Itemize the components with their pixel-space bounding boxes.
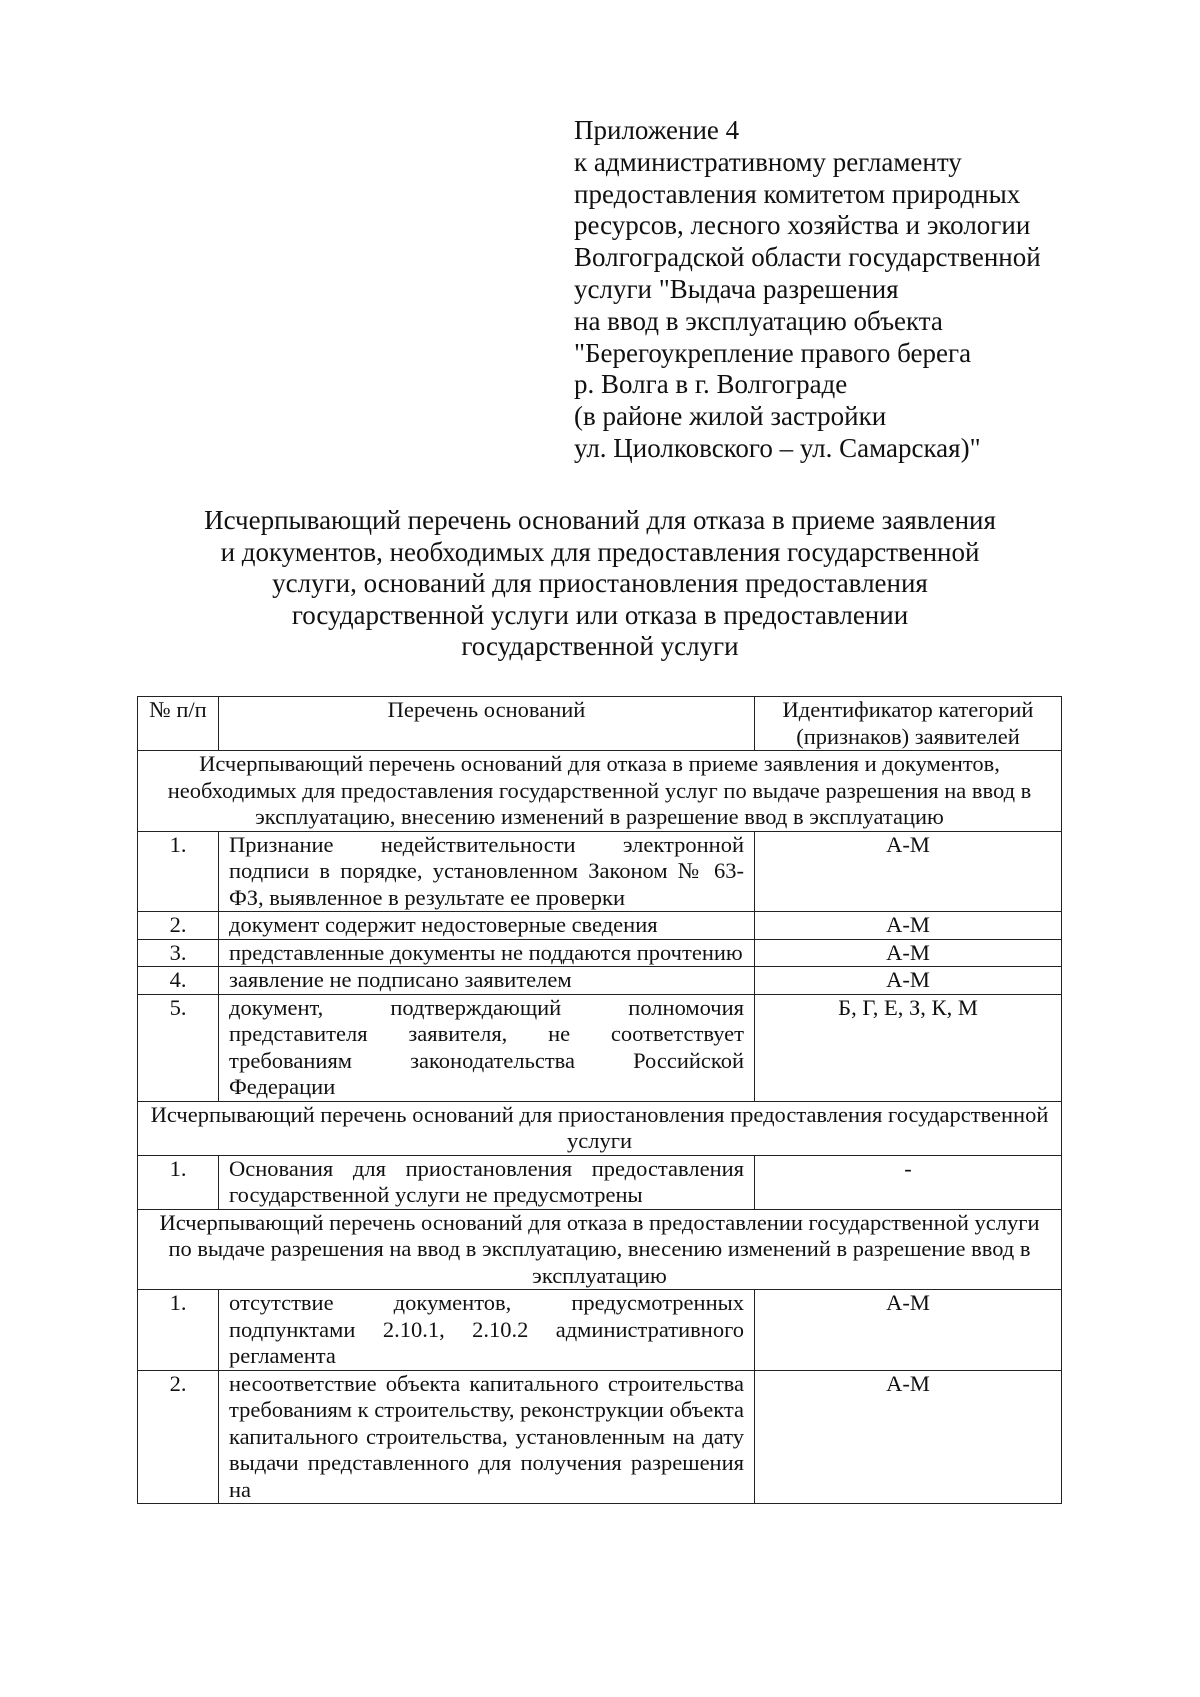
title-line: услуги, оснований для приостановления предоставления bbox=[272, 568, 928, 599]
table-row bbox=[138, 994, 1062, 1101]
appendix-line: предоставления комитетом природных bbox=[574, 178, 1021, 209]
appendix-line: услуги "Выдача разрешения bbox=[574, 273, 899, 304]
row-num: 1. bbox=[138, 1290, 219, 1371]
table-row bbox=[138, 1290, 1062, 1371]
appendix-line: "Берегоукрепление правого берега bbox=[574, 337, 972, 368]
row-basis: документ, подтверждающий полномочия представителя заявителя, не соответствует требованиям законодательства Российской Федерации bbox=[219, 994, 755, 1101]
row-category: А-М bbox=[755, 831, 1062, 912]
appendix-header bbox=[574, 115, 1134, 465]
row-basis: несоответствие объекта капитального строительства требованиям к строительству, реконструкции объекта капитального строительства, установленным на дату выдачи представленного для получения разрешения на bbox=[219, 1370, 755, 1504]
appendix-line: р. Волга в г. Волгограде bbox=[574, 369, 848, 400]
section-heading: Исчерпывающий перечень оснований для отказа в приеме заявления и документов, необходимых для предоставления государственной услуг по выдаче разрешения на ввод в эксплуатацию, внесению изменений в разрешение ввод в эксплуатацию bbox=[138, 751, 1062, 832]
row-basis: отсутствие документов, предусмотренных подпунктами 2.10.1, 2.10.2 административного регламента bbox=[219, 1290, 755, 1371]
header-num: № п/п bbox=[138, 697, 219, 751]
table-row bbox=[138, 1370, 1062, 1504]
row-basis: заявление не подписано заявителем bbox=[219, 967, 755, 995]
row-basis: Основания для приостановления предоставления государственной услуги не предусмотрены bbox=[219, 1155, 755, 1209]
row-basis: представленные документы не поддаются прочтению bbox=[219, 939, 755, 967]
row-num: 2. bbox=[138, 1370, 219, 1504]
row-category: А-М bbox=[755, 912, 1062, 940]
row-num: 1. bbox=[138, 831, 219, 912]
row-category: А-М bbox=[755, 967, 1062, 995]
row-category: А-М bbox=[755, 939, 1062, 967]
appendix-line: Приложение 4 bbox=[574, 115, 740, 145]
row-basis: Признание недействительности электронной подписи в порядке, установленном Законом № 63-ФЗ, выявленное в результате ее проверки bbox=[219, 831, 755, 912]
appendix-line: (в районе жилой застройки bbox=[574, 401, 887, 432]
section-row bbox=[138, 1209, 1062, 1290]
appendix-line: к административному регламенту bbox=[574, 146, 962, 177]
document-title bbox=[130, 505, 1070, 663]
table-row bbox=[138, 967, 1062, 995]
row-basis: документ содержит недостоверные сведения bbox=[219, 912, 755, 940]
appendix-line: на ввод в эксплуатацию объекта bbox=[574, 305, 943, 336]
row-num: 5. bbox=[138, 994, 219, 1101]
table-row bbox=[138, 831, 1062, 912]
row-category: Б, Г, Е, З, К, М bbox=[755, 994, 1062, 1101]
table-row bbox=[138, 912, 1062, 940]
appendix-line: ул. Циолковского – ул. Самарская)" bbox=[574, 432, 981, 463]
header-row bbox=[138, 697, 1062, 751]
title-line: государственной услуги bbox=[461, 631, 739, 662]
table-row bbox=[138, 939, 1062, 967]
section-heading: Исчерпывающий перечень оснований для отказа в предоставлении государственной услуги по выдаче разрешения на ввод в эксплуатацию, внесению изменений в разрешение ввод в эксплуатацию bbox=[138, 1209, 1062, 1290]
row-num: 1. bbox=[138, 1155, 219, 1209]
row-category: А-М bbox=[755, 1370, 1062, 1504]
row-num: 4. bbox=[138, 967, 219, 995]
title-line: государственной услуги или отказа в предоставлении bbox=[291, 599, 909, 630]
row-num: 3. bbox=[138, 939, 219, 967]
table-row bbox=[138, 1155, 1062, 1209]
section-heading: Исчерпывающий перечень оснований для приостановления предоставления государственной услуги bbox=[138, 1101, 1062, 1155]
grounds-table bbox=[137, 696, 1062, 1504]
row-category: - bbox=[755, 1155, 1062, 1209]
section-row bbox=[138, 751, 1062, 832]
header-category: Идентификатор категорий (признаков) заявителей bbox=[755, 697, 1062, 751]
section-row bbox=[138, 1101, 1062, 1155]
appendix-line: ресурсов, лесного хозяйства и экологии bbox=[574, 210, 1031, 241]
row-category: А-М bbox=[755, 1290, 1062, 1371]
appendix-line: Волгоградской области государственной bbox=[574, 242, 1041, 273]
header-basis: Перечень оснований bbox=[219, 697, 755, 751]
row-num: 2. bbox=[138, 912, 219, 940]
title-line: и документов, необходимых для предоставления государственной bbox=[220, 536, 980, 567]
title-line: Исчерпывающий перечень оснований для отказа в приеме заявления bbox=[204, 505, 996, 535]
